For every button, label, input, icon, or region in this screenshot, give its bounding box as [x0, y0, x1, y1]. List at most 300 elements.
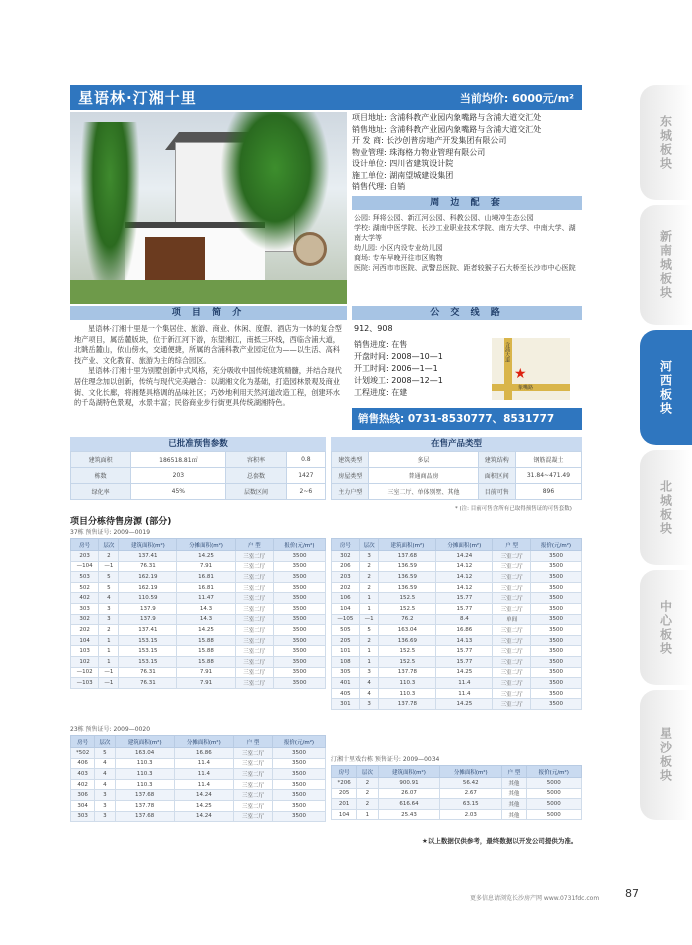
sales-title: 项目分栋待售房源 (部分) [70, 517, 172, 527]
bus-route: 912、908 [354, 324, 393, 333]
periphery-line: 学校: 湖南中医学院、长沙工业职业技术学院、南方大学、中南大学、湖南大学等 [354, 223, 576, 242]
table-cell: 137.78 [115, 800, 174, 811]
table-cell: 三室二厅 [233, 811, 272, 822]
table-cell: 303 [71, 603, 99, 614]
column-header: 房号 [332, 766, 357, 778]
onsale-heading: 在售产品类型 [331, 437, 582, 451]
table-cell: 152.5 [379, 646, 436, 657]
table-cell: 136.59 [379, 582, 436, 593]
table-cell: 2.67 [440, 788, 502, 799]
table-cell: 1 [359, 656, 379, 667]
table-subtitle: 23栋 预售证号: 2009—0020 [70, 726, 151, 733]
table-cell: 三室二厅 [235, 678, 273, 689]
table-cell: 4 [95, 769, 115, 780]
table-cell: 15.77 [436, 593, 493, 604]
info-line: 物业管理: 珠海格力物业管理有限公司 [352, 147, 486, 157]
table-cell: 3500 [272, 790, 325, 801]
project-title-bar [70, 85, 582, 110]
table-cell: 三室二厅 [493, 688, 531, 699]
info-line: 施工单位: 湖南望城建设集团 [352, 170, 454, 180]
table-cell: 3500 [530, 551, 581, 562]
project-intro [70, 321, 347, 412]
table-cell: 8.4 [436, 614, 493, 625]
table-cell: 三室二厅 [233, 779, 272, 790]
table-cell: 其他 [502, 778, 526, 789]
column-header: 户 型 [502, 766, 526, 778]
table-cell: 三室二厅 [233, 800, 272, 811]
table-cell: 7.91 [177, 667, 235, 678]
table-cell: 137.78 [379, 667, 436, 678]
table-cell: 三室二厅 [493, 625, 531, 636]
table-cell: 14.12 [436, 572, 493, 583]
table-cell: 5 [95, 748, 115, 759]
table-cell: 5 [359, 625, 379, 636]
table-cell: 202 [71, 625, 99, 636]
onsale-table [331, 437, 582, 500]
table-cell: 三室二厅 [235, 561, 273, 572]
map-label: 含浦大道 [504, 342, 510, 362]
table-header [332, 766, 582, 778]
table-cell: 三室二厅 [235, 646, 273, 657]
table-cell: 三室二厅 [235, 603, 273, 614]
table-cell: 11.4 [436, 688, 493, 699]
table-cell: 3 [95, 790, 115, 801]
table-cell: 其他 [502, 799, 526, 810]
table-cell: 15.88 [177, 656, 235, 667]
table-cell: 15.77 [436, 656, 493, 667]
progress-line: 开盘时间: 2008—10—1 [354, 352, 443, 361]
table-cell: 4 [99, 593, 119, 604]
table-cell: 7.91 [177, 678, 235, 689]
table-cell: —1 [99, 667, 119, 678]
tab-dongcheng[interactable]: 东城板块 [640, 85, 692, 200]
table-cell: 163.04 [115, 748, 174, 759]
table-cell: 3500 [273, 667, 325, 678]
column-header: 分摊面积(m²) [440, 766, 502, 778]
table-cell: 306 [71, 790, 95, 801]
table-cell: —1 [99, 561, 119, 572]
column-header: 分摊面积(m²) [177, 539, 235, 551]
table-cell: 14.25 [436, 667, 493, 678]
periphery-line: 公园: 拜将公园、新江河公园、科教公园、山境冲生态公园 [354, 213, 534, 222]
table-cell: 162.19 [119, 572, 177, 583]
table-cell: 203 [332, 572, 360, 583]
table-cell: 三室二厅 [493, 699, 531, 710]
table-cell: 103 [71, 646, 99, 657]
table-cell: 14.24 [174, 811, 233, 822]
table-row [332, 788, 582, 799]
table-cell: 104 [71, 635, 99, 646]
stage-building-table [331, 755, 582, 820]
table-cell: 2 [359, 635, 379, 646]
table-cell: 302 [71, 614, 99, 625]
table-cell: 3500 [273, 614, 325, 625]
table-cell: 1 [359, 593, 379, 604]
table-cell: 110.3 [115, 769, 174, 780]
column-header: 报价(元/m²) [273, 539, 325, 551]
table-cell: 2 [359, 572, 379, 583]
bus-heading: 公 交 线 路 [352, 306, 582, 320]
table-cell: 137.41 [119, 625, 177, 636]
table-cell: 3 [99, 603, 119, 614]
table-cell: 3500 [272, 758, 325, 769]
table-cell: 3500 [272, 800, 325, 811]
column-header: 层次 [99, 539, 119, 551]
column-header: 户 型 [233, 736, 272, 748]
table-cell: 三室二厅 [235, 635, 273, 646]
table-cell: 其他 [502, 809, 526, 820]
table-cell: 14.25 [177, 625, 235, 636]
table-cell: 三室二厅 [235, 667, 273, 678]
table-cell: 3 [95, 800, 115, 811]
table-cell: 3500 [273, 646, 325, 657]
table-cell: 3500 [530, 603, 581, 614]
intro-paragraph: 星语林·汀湘十里是一个集居住、旅游、商业、休闲、度假、酒店为一体的复合型地产项目，属岳麓版块，位于新江河下游，东望湘江，南抵三环线，西临含浦大道，北眺岳麓山，依山傍水，交通便捷，所属的含浦科教产业园定位为——以生活、高科技产业、文化教育、旅游为主的综合园区。 [74, 324, 342, 365]
column-header: 房号 [71, 736, 95, 748]
column-header: 分摊面积(m²) [174, 736, 233, 748]
table-cell: 14.12 [436, 561, 493, 572]
table-cell: 三室二厅 [493, 646, 531, 657]
table-row: 主力户型 三室二厅、单体别墅、其他 目前可售 896 [332, 484, 582, 500]
location-star-icon: ★ [514, 366, 527, 382]
project-name: 星语林·汀湘十里 [78, 89, 197, 107]
table-cell: 三室二厅 [235, 625, 273, 636]
table-cell: 1 [99, 646, 119, 657]
periphery-line: 医院: 河西市市医院、武警总医院、距者较猴子石大桥至长沙市中心医院 [354, 263, 576, 272]
table-cell: 3500 [273, 551, 325, 562]
table-cell: 503 [71, 572, 99, 583]
table-cell: 3500 [273, 625, 325, 636]
table-cell: 三室二厅 [235, 572, 273, 583]
table-row [332, 551, 582, 562]
column-header: 建筑面积(m²) [378, 766, 440, 778]
table-row [71, 561, 326, 572]
table-cell: 1 [359, 603, 379, 614]
table-cell: 5000 [526, 778, 581, 789]
table-cell: 3500 [530, 625, 581, 636]
table-cell: —104 [71, 561, 99, 572]
info-line: 销售地址: 含浦科教产业园内象嘴路与含浦大道交汇处 [352, 124, 542, 134]
table-cell: 900.91 [378, 778, 440, 789]
table-row [71, 667, 326, 678]
table-cell: 4 [95, 779, 115, 790]
table-cell: 三室二厅 [233, 748, 272, 759]
table-row [71, 678, 326, 689]
table-cell: 5000 [526, 799, 581, 810]
table-cell: 3500 [273, 572, 325, 583]
table-cell: —103 [71, 678, 99, 689]
table-cell: 14.25 [177, 551, 235, 562]
table-row [71, 779, 326, 790]
table-row [71, 603, 326, 614]
building-37-table [70, 528, 326, 689]
table-cell: 3 [95, 811, 115, 822]
table-cell: 137.41 [119, 551, 177, 562]
table-cell: 7.91 [177, 561, 235, 572]
table-cell: 304 [71, 800, 95, 811]
table-row [71, 748, 326, 759]
table-cell: 202 [332, 582, 360, 593]
table-cell: 56.42 [440, 778, 502, 789]
table-cell: 76.31 [119, 678, 177, 689]
table-cell: 14.24 [436, 551, 493, 562]
table-cell: 3500 [530, 688, 581, 699]
progress-line: 工程进度: 在建 [354, 388, 408, 397]
table-cell: 76.31 [119, 667, 177, 678]
table-cell: 3500 [273, 593, 325, 604]
progress-line: 开工时间: 2006—1—1 [354, 364, 438, 373]
district-rail [640, 85, 692, 825]
table-cell: 2 [359, 582, 379, 593]
table-cell: —102 [71, 667, 99, 678]
table-cell: 三室二厅 [235, 614, 273, 625]
table-row [71, 625, 326, 636]
table-cell: 三室二厅 [233, 790, 272, 801]
table-row [332, 593, 582, 604]
periphery-line: 商场: 专车早晚开往市区购物 [354, 253, 443, 262]
table-cell: 1 [359, 646, 379, 657]
table-subtitle: 汀湘十里戏台栋 预售证号: 2009—0034 [331, 756, 440, 763]
table-cell: 153.15 [119, 646, 177, 657]
table-header [332, 539, 582, 551]
table-cell: 3500 [530, 614, 581, 625]
table-cell: 16.86 [436, 625, 493, 636]
table-cell: 三室二厅 [235, 551, 273, 562]
table-cell: 14.24 [174, 790, 233, 801]
table-cell: 16.81 [177, 572, 235, 583]
table-cell: 403 [71, 769, 95, 780]
table-cell: 1 [99, 656, 119, 667]
tab-xingsha[interactable]: 星沙板块 [640, 690, 692, 820]
onsale-note: * (注: 目前可售含所有已取得预售证的可售套数) [455, 506, 572, 512]
table-cell: 3 [359, 667, 379, 678]
column-header: 户 型 [493, 539, 531, 551]
table-row [71, 572, 326, 583]
table-cell: 其他 [502, 788, 526, 799]
average-price: 当前均价: 6000元/m² [459, 91, 574, 105]
table-cell: 11.47 [177, 593, 235, 604]
table-cell: 137.78 [379, 699, 436, 710]
table-cell: 14.13 [436, 635, 493, 646]
table-subtitle: 37栋 预售证号: 2009—0019 [70, 529, 151, 536]
table-row [71, 769, 326, 780]
table-cell: 110.59 [119, 593, 177, 604]
table-cell: 406 [71, 758, 95, 769]
info-line: 设计单位: 四川省建筑设计院 [352, 159, 454, 168]
table-cell: 14.3 [177, 614, 235, 625]
table-cell: 三室二厅 [235, 593, 273, 604]
table-row [332, 561, 582, 572]
table-cell: 11.4 [436, 678, 493, 689]
disclaimer: ★以上数据仅供参考，最终数据以开发公司提供为准。 [422, 837, 578, 845]
table-cell: 3500 [530, 572, 581, 583]
table-cell: 136.59 [379, 561, 436, 572]
table-row [71, 656, 326, 667]
table-cell: *206 [332, 778, 357, 789]
table-cell: 110.3 [379, 688, 436, 699]
table-row [71, 593, 326, 604]
table-cell: 63.15 [440, 799, 502, 810]
tab-xinnancheng[interactable]: 新南城板块 [640, 205, 692, 325]
table-cell: 14.25 [436, 699, 493, 710]
table-cell: 152.5 [379, 603, 436, 614]
table-cell: 205 [332, 788, 357, 799]
location-map [492, 338, 570, 400]
table-cell: 2 [359, 561, 379, 572]
table-cell: 3500 [530, 699, 581, 710]
table-row [332, 614, 582, 625]
table-cell: 11.4 [174, 769, 233, 780]
table-row [71, 790, 326, 801]
table-cell: 5000 [526, 809, 581, 820]
table-cell: 三室二厅 [235, 656, 273, 667]
table-cell: 1 [357, 809, 378, 820]
table-cell: 14.12 [436, 582, 493, 593]
table-cell: 3 [359, 699, 379, 710]
table-cell: 三室二厅 [493, 593, 531, 604]
tab-zhongxin[interactable]: 中心板块 [640, 570, 692, 685]
table-cell: 三室二厅 [493, 603, 531, 614]
tab-hexi[interactable]: 河西板块 [640, 330, 692, 445]
table-cell: 单间 [493, 614, 531, 625]
table-cell: 110.3 [115, 779, 174, 790]
table-row [71, 800, 326, 811]
table-cell: 3500 [273, 582, 325, 593]
table-cell: 3500 [273, 678, 325, 689]
column-header: 报价(元/m²) [272, 736, 325, 748]
table-cell: 206 [332, 561, 360, 572]
table-cell: 205 [332, 635, 360, 646]
table-cell: 3500 [530, 646, 581, 657]
table-cell: 4 [359, 688, 379, 699]
table-cell: 3500 [530, 593, 581, 604]
table-row [332, 572, 582, 583]
table-row [71, 614, 326, 625]
column-header: 户 型 [235, 539, 273, 551]
photo-tree [80, 122, 140, 302]
table-cell: —1 [359, 614, 379, 625]
table-cell: 15.77 [436, 646, 493, 657]
table-cell: 163.04 [379, 625, 436, 636]
table-cell: 152.5 [379, 656, 436, 667]
table-cell: 502 [71, 582, 99, 593]
table-row [332, 656, 582, 667]
table-cell: 3500 [530, 635, 581, 646]
table-cell: 3500 [272, 811, 325, 822]
table-header [71, 736, 326, 748]
table-row: 绿化率 45% 层数区间 2~6 [71, 484, 326, 500]
table-cell: 104 [332, 809, 357, 820]
periphery-list [352, 210, 582, 276]
table-cell: 303 [71, 811, 95, 822]
table-cell: 三室二厅 [493, 582, 531, 593]
table-cell: 2 [99, 551, 119, 562]
info-line: 开 发 商: 长沙创普房地产开发集团有限公司 [352, 136, 507, 145]
sales-hotline: 销售热线: 0731-8530777、8531777 [352, 408, 582, 430]
table-cell: 三室二厅 [493, 561, 531, 572]
presale-table [70, 437, 326, 500]
table-row [332, 625, 582, 636]
table-cell: 3500 [530, 656, 581, 667]
periphery-line: 幼儿园: 小区内设专业幼儿园 [354, 243, 443, 252]
table-cell: 136.69 [379, 635, 436, 646]
info-line: 销售代理: 自销 [352, 182, 406, 191]
table-cell: 203 [71, 551, 99, 562]
table-cell: 三室二厅 [493, 572, 531, 583]
table-row: 房屋类型 普通商品房 面积区间 31.84~471.49 [332, 468, 582, 484]
table-cell: 15.88 [177, 646, 235, 657]
table-row [332, 799, 582, 810]
table-cell: 16.81 [177, 582, 235, 593]
progress-line: 计划竣工: 2008—12—1 [354, 376, 443, 385]
presale-heading: 已批准预售参数 [70, 437, 326, 451]
table-cell: 616.64 [378, 799, 440, 810]
table-cell: 3500 [272, 769, 325, 780]
table-cell: 3500 [273, 561, 325, 572]
table-cell: 153.15 [119, 635, 177, 646]
table-cell: 5000 [526, 788, 581, 799]
table-cell: 137.68 [115, 811, 174, 822]
intro-heading: 项 目 简 介 [70, 306, 347, 320]
table-cell: 106 [332, 593, 360, 604]
footer-text: 更多信息请浏览长沙房产网 www.0731fdc.com [470, 895, 600, 902]
column-header: 建筑面积(m²) [119, 539, 177, 551]
table-cell: 2 [357, 788, 378, 799]
tab-beicheng[interactable]: 北城板块 [640, 450, 692, 565]
table-cell: 5 [99, 582, 119, 593]
table-cell: 3500 [273, 635, 325, 646]
table-cell: 2.03 [440, 809, 502, 820]
table-cell: 三室二厅 [233, 758, 272, 769]
table-cell: 4 [359, 678, 379, 689]
table-row [71, 758, 326, 769]
table-row: 建筑类型 多层 建筑结构 钢筋混凝土 [332, 452, 582, 468]
table-row [332, 678, 582, 689]
table-cell: 2 [99, 625, 119, 636]
column-header: 报价(元/m²) [530, 539, 581, 551]
table-cell: 3500 [272, 748, 325, 759]
table-cell: 108 [332, 656, 360, 667]
table-cell: —105 [332, 614, 360, 625]
table-cell: 5 [99, 572, 119, 583]
table-cell: 三室二厅 [493, 551, 531, 562]
table-cell: 302 [332, 551, 360, 562]
periphery-heading: 周 边 配 套 [352, 196, 582, 210]
table-cell: 305 [332, 667, 360, 678]
table-row [332, 667, 582, 678]
table-cell: 201 [332, 799, 357, 810]
progress-line: 销售进度: 在售 [354, 340, 408, 349]
column-header: 建筑面积(m²) [115, 736, 174, 748]
table-header [71, 539, 326, 551]
table-cell: 3500 [530, 582, 581, 593]
table-row [332, 688, 582, 699]
table-cell: —1 [99, 678, 119, 689]
table-row [332, 635, 582, 646]
table-cell: 三室二厅 [235, 582, 273, 593]
table-cell: 76.2 [379, 614, 436, 625]
building-23-right-table [331, 538, 582, 710]
info-line: 项目地址: 含浦科教产业园内象嘴路与含浦大道交汇处 [352, 113, 542, 122]
table-cell: 137.9 [119, 603, 177, 614]
table-row: 栋数 203 总套数 1427 [71, 468, 326, 484]
table-cell: 137.68 [379, 551, 436, 562]
table-row [332, 778, 582, 789]
building-23-table [70, 725, 326, 822]
photo-gate [145, 237, 205, 282]
table-cell: 110.3 [115, 758, 174, 769]
table-row [332, 582, 582, 593]
